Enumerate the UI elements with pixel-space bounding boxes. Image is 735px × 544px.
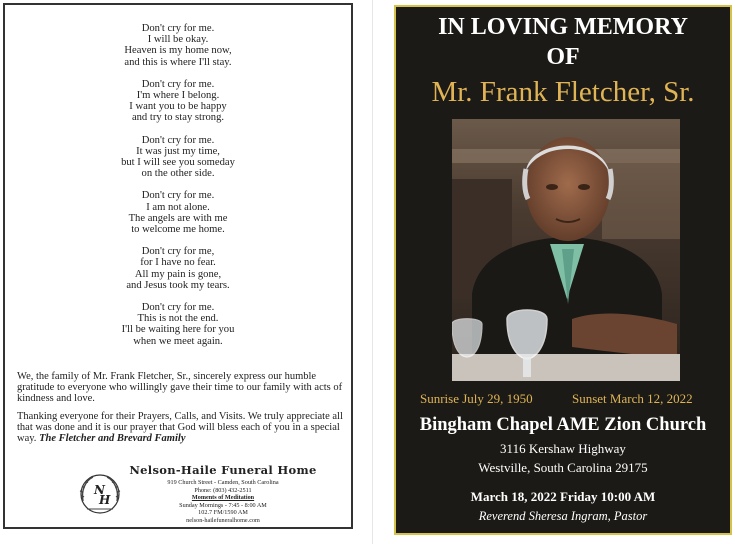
poem-line: I want you to be happy — [129, 101, 227, 113]
poem-line: on the other side. — [141, 168, 215, 180]
church-name: Bingham Chapel AME Zion Church — [419, 415, 707, 435]
poem-stanza — [5, 246, 351, 291]
poem-stanza — [5, 79, 351, 124]
funeral-home-name: Nelson-Haile Funeral Home — [129, 463, 317, 477]
acknowledgement-paragraph-2-text: Thanking everyone for their Prayers, Calls, and Visits. We truly appreciate all that was done and it is our prayer that God will bless each of you in a special way. — [17, 411, 343, 444]
sunrise-date: Sunrise July 29, 1950 — [420, 391, 533, 406]
deceased-name: Mr. Frank Fletcher, Sr. — [431, 76, 695, 108]
funeral-home-details — [123, 479, 323, 525]
poem-stanza — [5, 23, 351, 68]
logo-letter-n: N — [94, 483, 105, 497]
funeral-home-website: nelson-hailefuneralhome.com — [186, 516, 260, 524]
poem-line: Don't cry for me. — [141, 23, 215, 34]
poem-line: I'll be waiting here for you — [121, 324, 235, 336]
poem-line: Don't cry for me. — [141, 134, 215, 146]
poem-line: All my pain is gone, — [134, 268, 222, 280]
funeral-home-logo — [77, 471, 123, 517]
poem-line: Don't cry for me. — [141, 78, 215, 90]
portrait-photo — [452, 119, 680, 381]
poem-line: when we meet again. — [133, 335, 223, 347]
cover-title-line-1: IN LOVING MEMORY — [438, 14, 688, 40]
poem-line: I am not alone. — [146, 201, 210, 213]
moments-of-meditation: Moments of Meditation — [191, 494, 255, 502]
page-fold — [372, 0, 373, 544]
poem-line: I'm where I belong. — [136, 90, 220, 102]
radio-frequency: 102.7 FM/1590 AM — [198, 509, 248, 517]
back-cover-panel — [3, 3, 353, 529]
church-address-line-2: Westville, South Carolina 29175 — [478, 460, 648, 475]
poem-line: The angels are with me — [128, 212, 228, 224]
church-address-line-1: 3116 Kershaw Highway — [500, 441, 626, 456]
poem-line: Don't cry for me. — [141, 302, 215, 314]
funeral-home-address: 919 Church Street - Camden, South Carolina — [167, 479, 279, 486]
acknowledgement-paragraph-2 — [17, 411, 347, 444]
poem — [5, 23, 351, 358]
poem-line: to welcome me home. — [131, 224, 225, 236]
poem-line: Don't cry for me. — [141, 190, 215, 202]
meditation-schedule: Sunday Mornings - 7:45 - 8:00 AM — [179, 501, 267, 509]
sunset-date: Sunset March 12, 2022 — [572, 391, 693, 406]
poem-stanza — [5, 302, 351, 347]
cover-title-line-2: OF — [546, 44, 580, 70]
poem-line: for I have no fear. — [140, 257, 216, 269]
poem-line: Don't cry for me, — [141, 246, 215, 258]
officiating-pastor: Reverend Sheresa Ingram, Pastor — [478, 509, 648, 523]
family-signature: The Fletcher and Brevard Family — [39, 433, 186, 444]
front-cover-panel — [394, 5, 732, 535]
acknowledgement-paragraph-1: We, the family of Mr. Frank Fletcher, Sr., sincerely express our humble gratitude to everyone who willingly gave their time to our family with acts of kindness and love. — [17, 371, 343, 404]
poem-stanza — [5, 135, 351, 180]
poem-stanza — [5, 190, 351, 235]
acknowledgement — [17, 371, 347, 451]
poem-line: and try to stay strong. — [131, 112, 225, 124]
poem-line: Heaven is my home now, — [124, 45, 232, 57]
poem-line: and this is where I'll stay. — [124, 56, 232, 68]
poem-line: but I will see you someday — [121, 157, 235, 169]
poem-line: I will be okay. — [147, 34, 209, 46]
service-date-time: March 18, 2022 Friday 10:00 AM — [470, 489, 656, 504]
poem-line: and Jesus took my tears. — [126, 279, 230, 291]
poem-line: It was just my time, — [136, 145, 220, 157]
poem-line: This is not the end. — [137, 313, 219, 325]
funeral-home-phone: Phone: (803) 432-2511 — [194, 486, 252, 494]
logo-letter-h: H — [99, 493, 111, 507]
